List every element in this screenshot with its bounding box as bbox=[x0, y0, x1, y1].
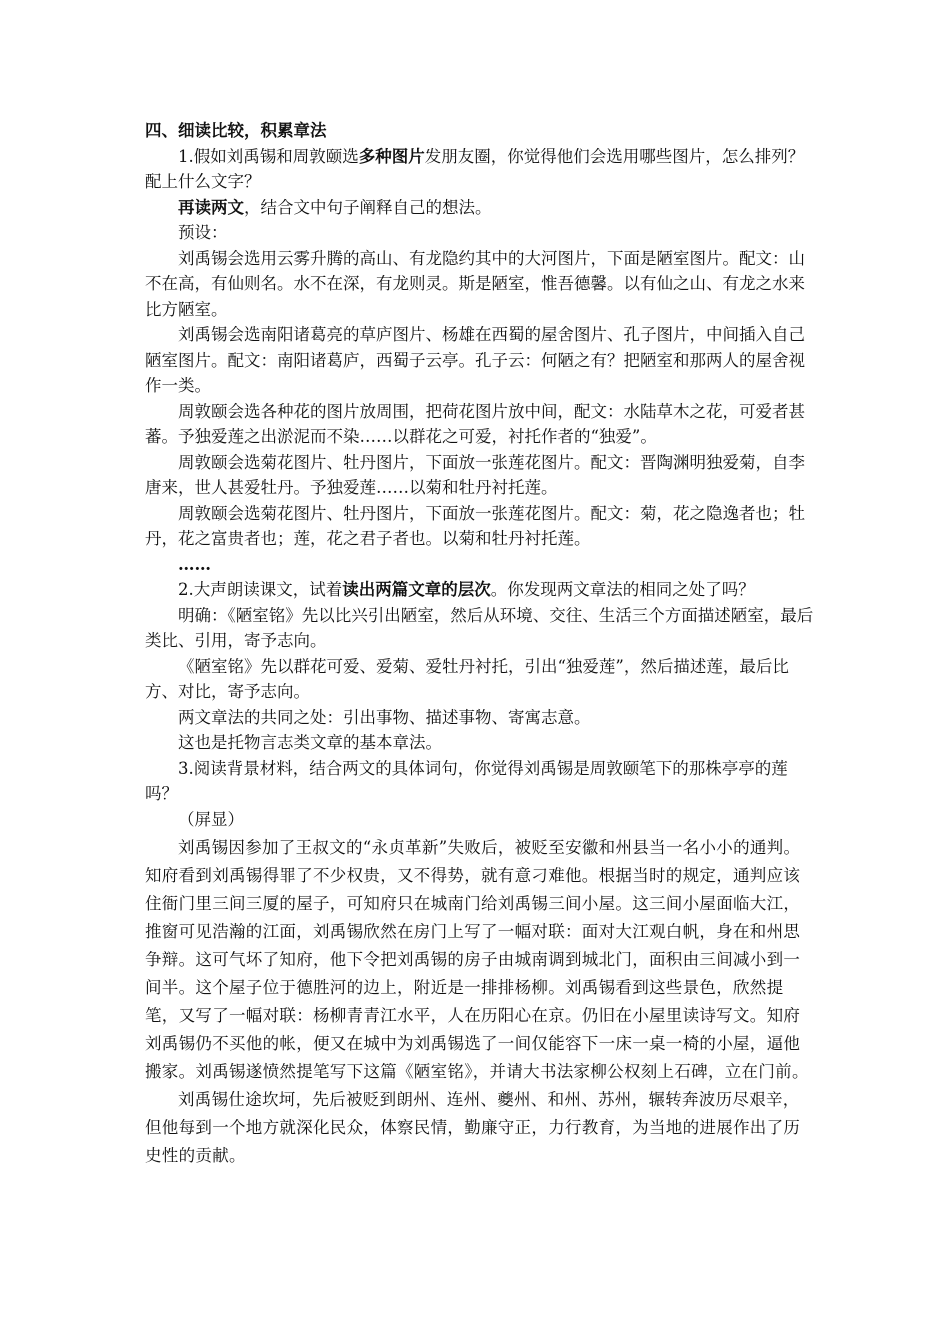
document-page bbox=[145, 118, 815, 1170]
preset-paragraph: 周敦颐会选菊花图片、牡丹图片，下面放一张莲花图片。配文：晋陶渊明独爱菊，自李唐来，世人甚爱牡丹。予独爱莲……以菊和牡丹衬托莲。 bbox=[145, 452, 805, 497]
preset-paragraph: 周敦颐会选菊花图片、牡丹图片，下面放一张莲花图片。配文：菊，花之隐逸者也；牡丹，花之富贵者也；莲，花之君子者也。以菊和牡丹衬托莲。 bbox=[145, 503, 805, 548]
preset-paragraph: 刘禹锡会选用云雾升腾的高山、有龙隐约其中的大河图片，下面是陋室图片。配文：山不在高，有仙则名。水不在深，有龙则灵。斯是陋室，惟吾德馨。以有仙之山、有龙之水来比方陋室。 bbox=[145, 248, 805, 319]
background-material bbox=[145, 834, 815, 1170]
reread-instruction bbox=[145, 195, 815, 221]
background-paragraph: 刘禹锡因参加了王叔文的“永贞革新”失败后，被贬至安徽和州县当一名小小的通判。知府看到刘禹锡得罪了不少权贵，又不得势，就有意刁难他。根据当时的规定，通判应该住衙门里三间三厦的屋子，可知府只在城南门给刘禹锡三间小屋。这三间小屋面临大江，推窗可见浩瀚的江面，刘禹锡欣然在房门上写了一幅对联：面对大江观白帆，身在和州思争辩。这可气坏了知府，他下令把刘禹锡的房子由城南调到城北门，面积由三间减小到一间半。这个屋子位于德胜河的边上，附近是一排排杨柳。刘禹锡看到这些景色，欣然提笔，又写了一幅对联：杨柳青青江水平，人在历阳心在京。仍旧在小屋里读诗写文。知府刘禹锡仍不买他的帐，便又在城中为刘禹锡选了一间仅能容下一床一桌一椅的小屋，逼他搬家。刘禹锡遂愤然提笔写下这篇《陋室铭》，并请大书法家柳公权刻上石碑，立在门前。 bbox=[145, 838, 809, 1081]
answer-paragraph: 《陋室铭》先以群花可爱、爱菊、爱牡丹衬托，引出“独爱莲”，然后描述莲，最后比方、对比，寄予志向。 bbox=[145, 656, 789, 701]
reread-post: ，结合文中句子阐释自己的想法。 bbox=[244, 197, 492, 217]
q2-post: 。你发现两文章法的相同之处了吗？ bbox=[490, 580, 755, 599]
q2-bold: 读出两篇文章的层次 bbox=[342, 580, 491, 599]
q1-post: 发朋友圈，你觉得他们会选用哪些图片，怎么排列？配上什么文字？ bbox=[145, 146, 805, 191]
question-3: 3.阅读背景材料，结合两文的具体词句，你觉得刘禹锡是周敦颐笔下的那株亭亭的莲吗？ bbox=[145, 758, 788, 803]
answer-paragraph: 两文章法的共同之处：引出事物、描述事物、寄寓志意。 bbox=[178, 707, 591, 727]
preset-label: 预设： bbox=[178, 223, 228, 242]
preset-paragraph: 刘禹锡会选南阳诸葛亮的草庐图片、杨雄在西蜀的屋舍图片、孔子图片，中间插入自己陋室图片。配文：南阳诸葛庐，西蜀子云亭。孔子云：何陋之有？把陋室和那两人的屋舍视作一类。 bbox=[145, 325, 805, 395]
question-2 bbox=[145, 577, 815, 603]
question-1 bbox=[145, 144, 815, 195]
answer-paragraph: 这也是托物言志类文章的基本章法。 bbox=[178, 733, 442, 752]
background-paragraph: 刘禹锡仕途坎坷，先后被贬到朗州、连州、夔州、和州、苏州，辗转奔波历尽艰辛，但他每到一个地方就深化民众，体察民情，勤廉守正，力行教育，为当地的进展作出了历史性的贡献。 bbox=[145, 1090, 801, 1165]
q1-bold: 多种图片 bbox=[358, 146, 425, 166]
preset-paragraph: 周敦颐会选各种花的图片放周围，把荷花图片放中间，配文：水陆草木之花，可爱者甚蕃。予独爱莲之出淤泥而不染……以群花之可爱，衬托作者的“独爱”。 bbox=[145, 401, 805, 446]
screen-label: （屏显） bbox=[178, 809, 244, 829]
q1-pre: 1.假如刘禹锡和周敦颐选 bbox=[178, 146, 359, 166]
q2-pre: 2.大声朗读课文，试着 bbox=[178, 580, 343, 599]
section-heading: 四、细读比较，积累章法 bbox=[145, 121, 327, 140]
reread-bold: 再读两文 bbox=[178, 197, 244, 217]
ellipsis: …… bbox=[178, 554, 211, 574]
answer-paragraph: 明确：《陋室铭》先以比兴引出陋室，然后从环境、交往、生活三个方面描述陋室，最后类比、引用，寄予志向。 bbox=[145, 605, 814, 650]
